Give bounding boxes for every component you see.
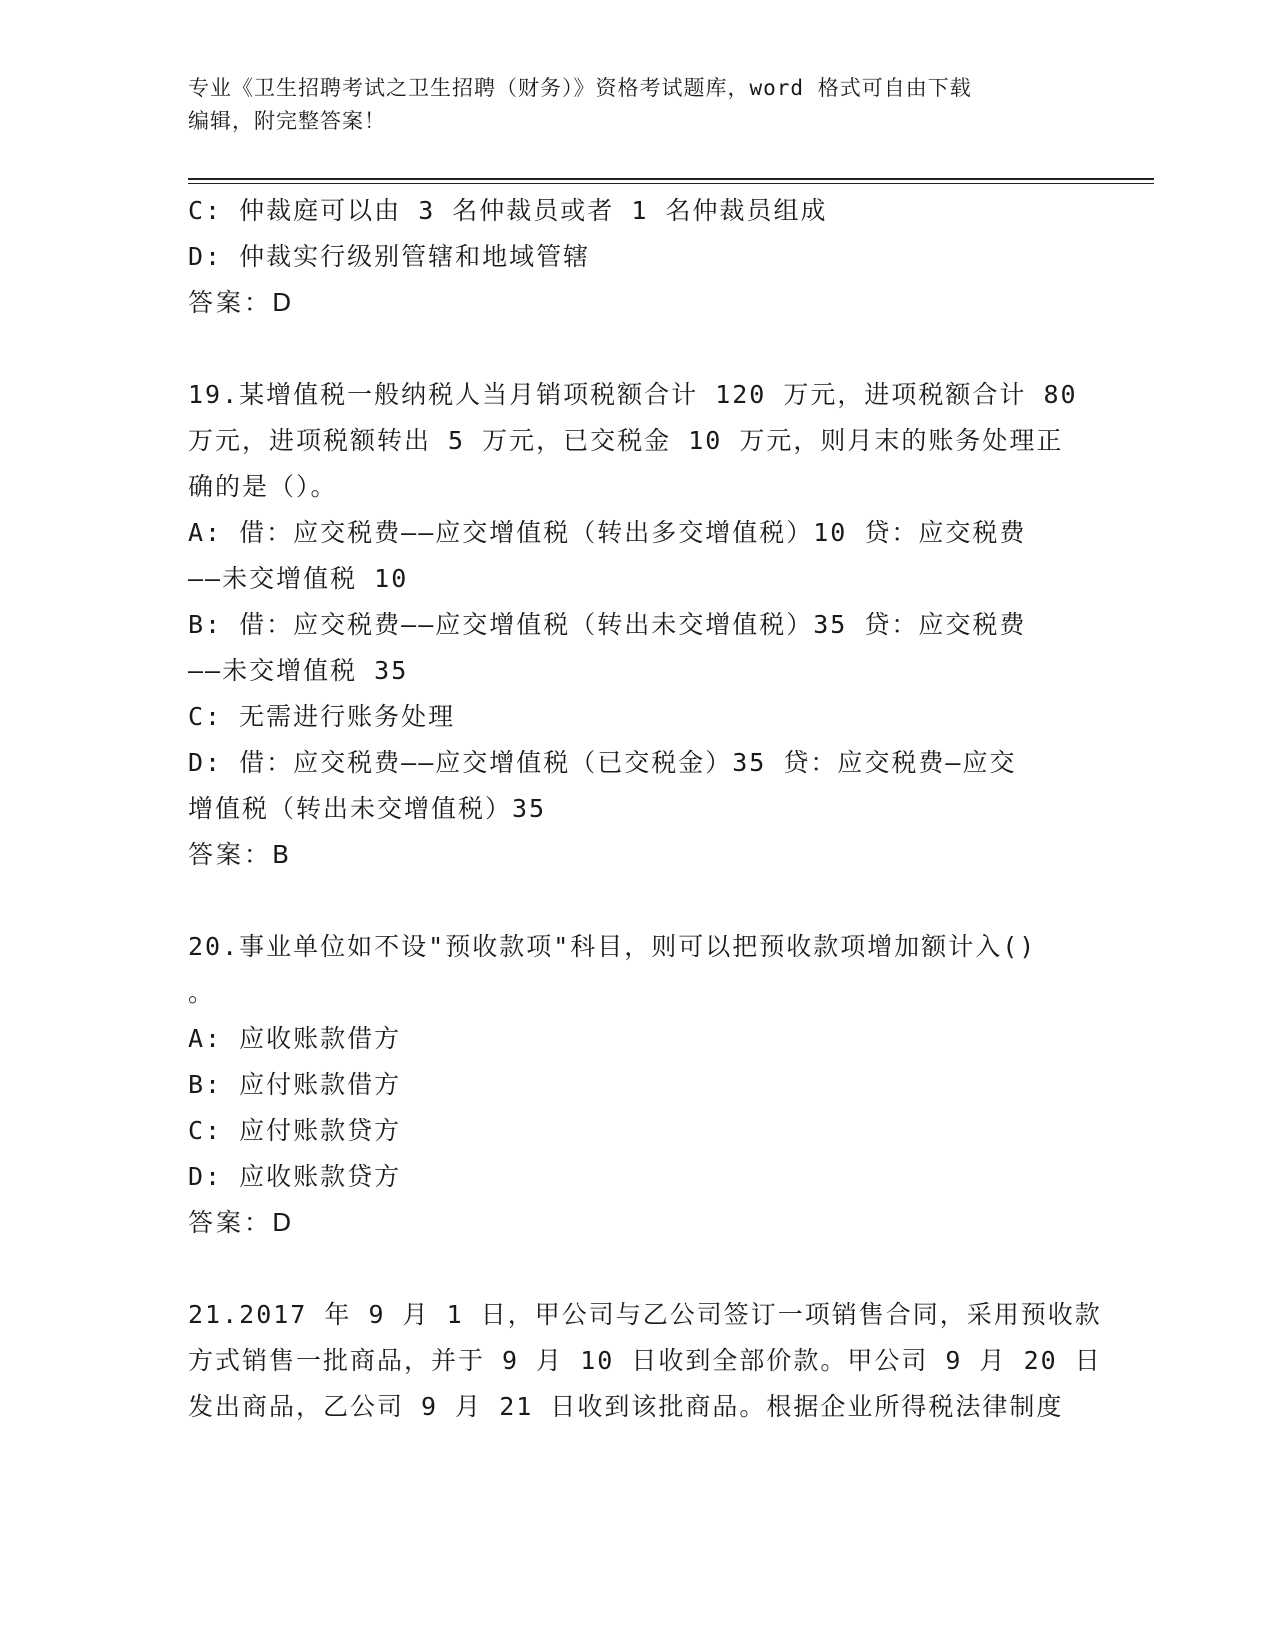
q19-option-c: C: 无需进行账务处理 — [188, 702, 456, 731]
q18-option-d: D: 仲裁实行级别管辖和地域管辖 — [188, 242, 591, 271]
document-body — [188, 188, 1102, 1430]
q19-stem-line-2: 万元，进项税额转出 5 万元，已交税金 10 万元，则月末的账务处理正 — [188, 426, 1064, 455]
q20-option-b: B: 应付账款借方 — [188, 1070, 402, 1099]
q20-option-c: C: 应付账款贷方 — [188, 1116, 402, 1145]
q20-stem-line-1: 20.事业单位如不设"预收款项"科目，则可以把预收款项增加额计入() — [188, 932, 1037, 961]
q19-option-d-line-2: 增值税（转出未交增值税）35 — [188, 794, 547, 823]
header-line-2: 编辑，附完整答案！ — [188, 109, 386, 133]
header-rule-thick — [188, 178, 1154, 180]
q20-stem-line-2: 。 — [188, 978, 216, 1007]
q19-option-a-line-1: A: 借：应交税费——应交增值税（转出多交增值税）10 贷：应交税费 — [188, 518, 1027, 547]
document-header — [188, 72, 1088, 138]
q20-option-d: D: 应收账款贷方 — [188, 1162, 402, 1191]
q21-stem-line-1: 21.2017 年 9 月 1 日，甲公司与乙公司签订一项销售合同，采用预收款 — [188, 1300, 1102, 1329]
spacer — [188, 878, 1088, 924]
q19-stem-line-3: 确的是（）。 — [188, 472, 338, 501]
q20-answer: 答案：D — [188, 1208, 295, 1237]
header-rule-thin — [188, 183, 1154, 184]
spacer — [188, 326, 1088, 372]
spacer — [188, 1246, 1088, 1292]
q18-answer: 答案：D — [188, 288, 295, 317]
q19-option-d-line-1: D: 借：应交税费——应交增值税（已交税金）35 贷：应交税费—应交 — [188, 748, 1017, 777]
q20-option-a: A: 应收账款借方 — [188, 1024, 402, 1053]
q19-option-a-line-2: ——未交增值税 10 — [188, 564, 409, 593]
q19-option-b-line-1: B: 借：应交税费——应交增值税（转出未交增值税）35 贷：应交税费 — [188, 610, 1027, 639]
header-line-1: 专业《卫生招聘考试之卫生招聘（财务）》资格考试题库，word 格式可自由下载 — [188, 76, 972, 100]
q19-answer: 答案：B — [188, 840, 293, 869]
q19-option-b-line-2: ——未交增值税 35 — [188, 656, 409, 685]
q21-stem-line-3: 发出商品，乙公司 9 月 21 日收到该批商品。根据企业所得税法律制度 — [188, 1392, 1064, 1421]
q19-stem-line-1: 19.某增值税一般纳税人当月销项税额合计 120 万元，进项税额合计 80 — [188, 380, 1078, 409]
q21-stem-line-2: 方式销售一批商品，并于 9 月 10 日收到全部价款。甲公司 9 月 20 日 — [188, 1346, 1102, 1375]
q18-option-c: C: 仲裁庭可以由 3 名仲裁员或者 1 名仲裁员组成 — [188, 196, 828, 225]
